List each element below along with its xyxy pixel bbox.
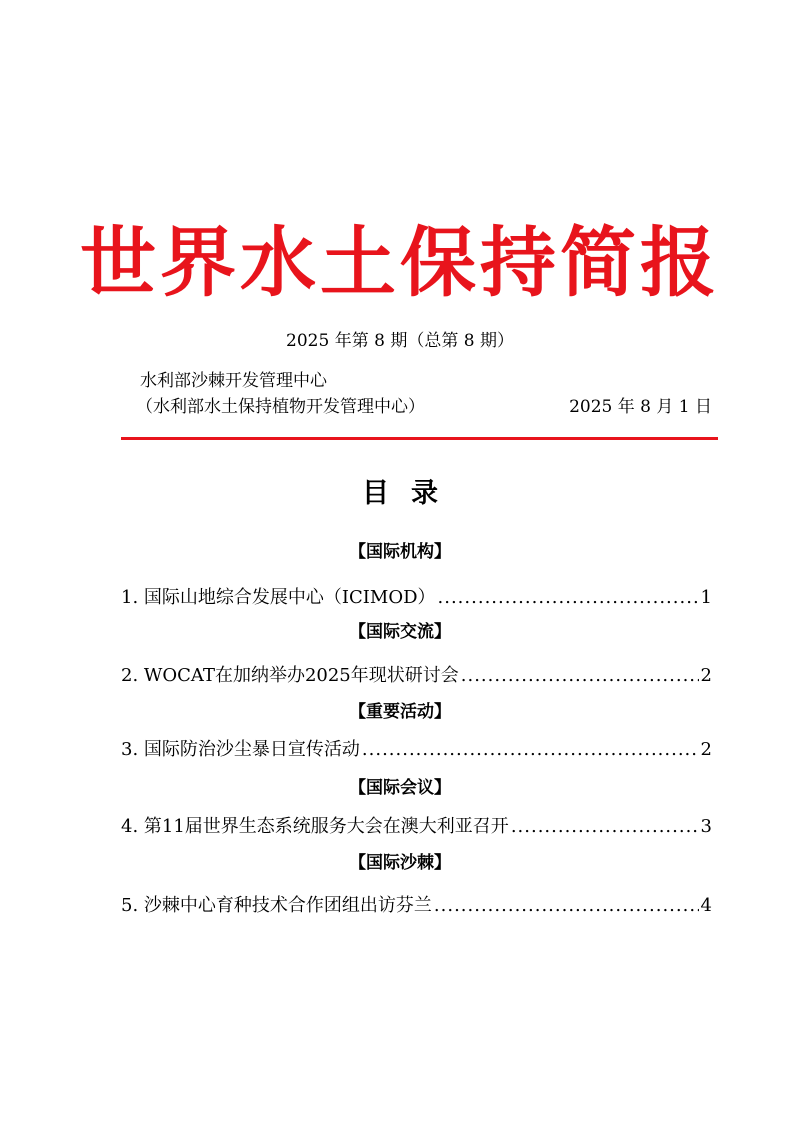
toc-leader-dots [362, 738, 699, 762]
toc-leader-dots [438, 586, 699, 610]
toc-entry-text: 3. 国际防治沙尘暴日宣传活动 [121, 739, 360, 760]
toc-page-number: 3 [700, 816, 712, 837]
toc-page-number: 2 [700, 739, 712, 760]
toc-section-heading: 【国际交流】 [349, 622, 451, 642]
toc-section-heading: 【国际会议】 [349, 778, 451, 798]
toc-title: 目录 [362, 478, 460, 509]
issuer-alt-name: （水利部水土保持植物开发管理中心） [136, 397, 425, 417]
toc-entry-text: 4. 第11届世界生态系统服务大会在澳大利亚召开 [121, 816, 509, 837]
publication-date: 2025 年 8 月 1 日 [569, 397, 712, 417]
header-rule [121, 437, 718, 440]
toc-entry[interactable] [121, 586, 712, 610]
toc-page-number: 4 [700, 895, 712, 916]
issuer-name: 水利部沙棘开发管理中心 [140, 371, 327, 391]
masthead-title: 世界水土保持简报 [80, 218, 720, 307]
toc-entry[interactable] [121, 664, 712, 688]
toc-entry-text: 2. WOCAT在加纳举办2025年现状研讨会 [121, 665, 459, 686]
toc-section-heading: 【国际沙棘】 [349, 853, 451, 873]
toc-section-heading: 【国际机构】 [349, 542, 451, 562]
toc-entry[interactable] [121, 815, 712, 839]
toc-entry[interactable] [121, 738, 712, 762]
toc-entry[interactable] [121, 894, 712, 918]
toc-leader-dots [461, 664, 699, 688]
toc-leader-dots [511, 815, 699, 839]
toc-entry-text: 5. 沙棘中心育种技术合作团组出访芬兰 [121, 895, 432, 916]
toc-entry-text: 1. 国际山地综合发展中心（ICIMOD） [121, 587, 436, 608]
toc-section-heading: 【重要活动】 [349, 702, 451, 722]
toc-page-number: 1 [700, 587, 712, 608]
issue-number: 2025 年第 8 期（总第 8 期） [286, 331, 514, 351]
toc-page-number: 2 [700, 665, 712, 686]
toc-leader-dots [434, 894, 699, 918]
